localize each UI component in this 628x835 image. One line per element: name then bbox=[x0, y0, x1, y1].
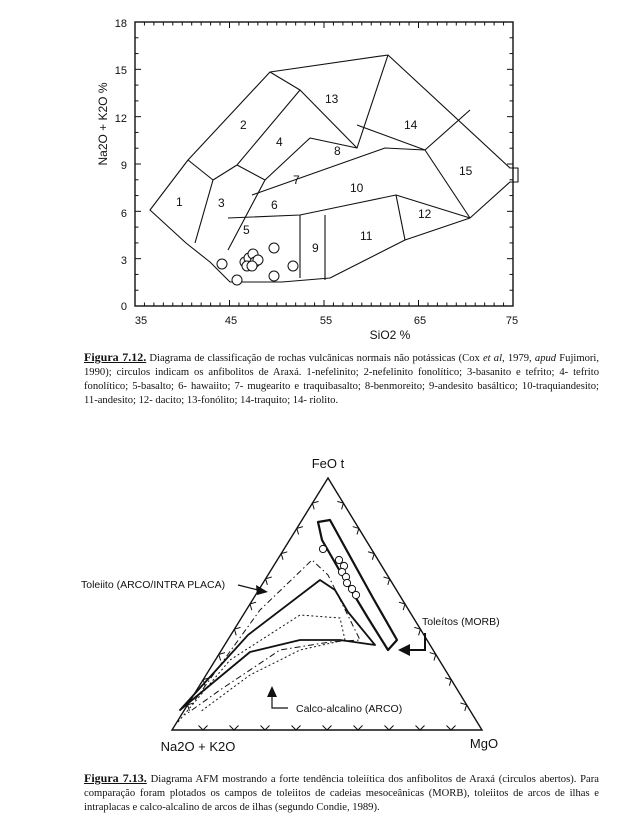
apex-label-na2o-k2o: Na2O + K2O bbox=[160, 739, 236, 754]
afm-sample-points bbox=[319, 545, 359, 598]
tas-y-axis-title: Na2O + K2O % bbox=[96, 82, 110, 166]
figure-7-12-title: Figura 7.12. bbox=[84, 350, 147, 364]
morb-field bbox=[318, 520, 397, 650]
apex-label-mgo: MgO bbox=[469, 736, 499, 751]
x-tick-45: 45 bbox=[224, 315, 238, 327]
apex-label-feo: FeO t bbox=[311, 456, 345, 471]
tas-field-labels bbox=[176, 92, 473, 255]
field-label-2: 2 bbox=[240, 118, 247, 132]
sample-point bbox=[288, 261, 298, 271]
x-tick-35: 35 bbox=[134, 315, 148, 327]
caption-apud: apud bbox=[534, 353, 557, 364]
x-tick-75: 75 bbox=[505, 315, 519, 327]
field-label-9: 9 bbox=[312, 241, 319, 255]
y-tick-0: 0 bbox=[120, 301, 127, 313]
field-label-7: 7 bbox=[293, 173, 300, 187]
sample-point bbox=[319, 545, 326, 552]
y-tick-9: 9 bbox=[120, 160, 127, 172]
tas-x-axis-title: SiO2 % bbox=[369, 328, 411, 342]
y-tick-6: 6 bbox=[120, 208, 127, 220]
caption-text: Fujimori, 1990); circulos indicam os anfibolitos de Araxá. 1-nefelinito; 2-nefelinito fonolítico; 3-basanito e tefrito; 4- tefrito fonolítico; 5-basalto; 6- hawaiito; 7- mugearito e traquibasalto; 8-benmoreito; 9-andesito basáltico; 10-traquiandesito; 11-andesito; 12- dacito; 13-fonólito; 14-traquito; 14- riolito. bbox=[84, 353, 599, 406]
sample-point bbox=[269, 271, 279, 281]
y-tick-15: 15 bbox=[114, 65, 127, 77]
field-label-15: 15 bbox=[459, 164, 473, 178]
caption-text: Diagrama AFM mostrando a forte tendência toleiítica dos anfibolitos de Araxá (circulos abertos). Para comparação foram plotados os campos de toleiitos de cadeias mesoceânicas (MORB), toleiitos de arcos de ilhas e intraplacas e calco-alcalino de arcos de ilhas (segundo Condie, 1989). bbox=[84, 774, 599, 813]
figure-7-13-caption bbox=[84, 771, 599, 815]
y-tick-18: 18 bbox=[114, 18, 127, 30]
figure-7-12-caption bbox=[84, 350, 599, 408]
field-label-3: 3 bbox=[218, 196, 225, 210]
field-label-13: 13 bbox=[325, 92, 339, 106]
sample-point bbox=[352, 591, 359, 598]
field-label-12: 12 bbox=[418, 207, 432, 221]
y-tick-3: 3 bbox=[120, 255, 127, 267]
arrow-toleiito-arco bbox=[238, 585, 258, 590]
field-label-6: 6 bbox=[271, 198, 278, 212]
arrow-calco-alcalino bbox=[272, 694, 288, 708]
caption-text: Diagrama de classificação de rochas vulcânicas normais não potássicas (Cox bbox=[146, 353, 483, 364]
y-tick-12: 12 bbox=[114, 113, 127, 125]
field-label-5: 5 bbox=[243, 223, 250, 237]
sample-point bbox=[348, 585, 355, 592]
figure-7-13-title: Figura 7.13. bbox=[84, 771, 147, 785]
label-calco-alcalino: Calco-alcalino (ARCO) bbox=[296, 703, 403, 715]
field-label-11: 11 bbox=[360, 229, 373, 243]
caption-et-al: et al bbox=[482, 353, 503, 364]
tas-sample-points bbox=[217, 243, 298, 285]
x-tick-55: 55 bbox=[319, 315, 333, 327]
arrow-head-toleiito-arco bbox=[256, 585, 268, 595]
sample-point bbox=[269, 243, 279, 253]
label-toleiitos-morb: Toleítos (MORB) bbox=[422, 616, 500, 628]
arrow-head-calco-alcalino bbox=[267, 686, 277, 697]
arc-tholeiite-field bbox=[180, 580, 375, 710]
sample-point bbox=[217, 259, 227, 269]
afm-tick-marks bbox=[188, 501, 467, 730]
field-label-1: 1 bbox=[176, 195, 183, 209]
calc-alkaline-field bbox=[178, 615, 345, 722]
sample-point bbox=[232, 275, 242, 285]
label-toleiito-arco: Toleiito (ARCO/INTRA PLACA) bbox=[81, 579, 226, 591]
x-tick-65: 65 bbox=[413, 315, 427, 327]
caption-text: , 1979, bbox=[502, 353, 535, 364]
arrow-head-toleiitos-morb bbox=[398, 644, 410, 656]
field-label-8: 8 bbox=[334, 144, 341, 158]
sample-point bbox=[342, 573, 349, 580]
arrow-toleiitos-morb bbox=[406, 633, 425, 650]
afm-triangle bbox=[172, 478, 482, 730]
field-label-14: 14 bbox=[404, 118, 418, 132]
field-label-10: 10 bbox=[350, 181, 364, 195]
dash-dot-field bbox=[185, 560, 360, 715]
sample-point bbox=[343, 579, 350, 586]
sample-point bbox=[340, 562, 347, 569]
sample-point bbox=[247, 261, 257, 271]
sample-point bbox=[335, 556, 342, 563]
field-label-4: 4 bbox=[276, 135, 283, 149]
sample-point bbox=[338, 568, 345, 575]
